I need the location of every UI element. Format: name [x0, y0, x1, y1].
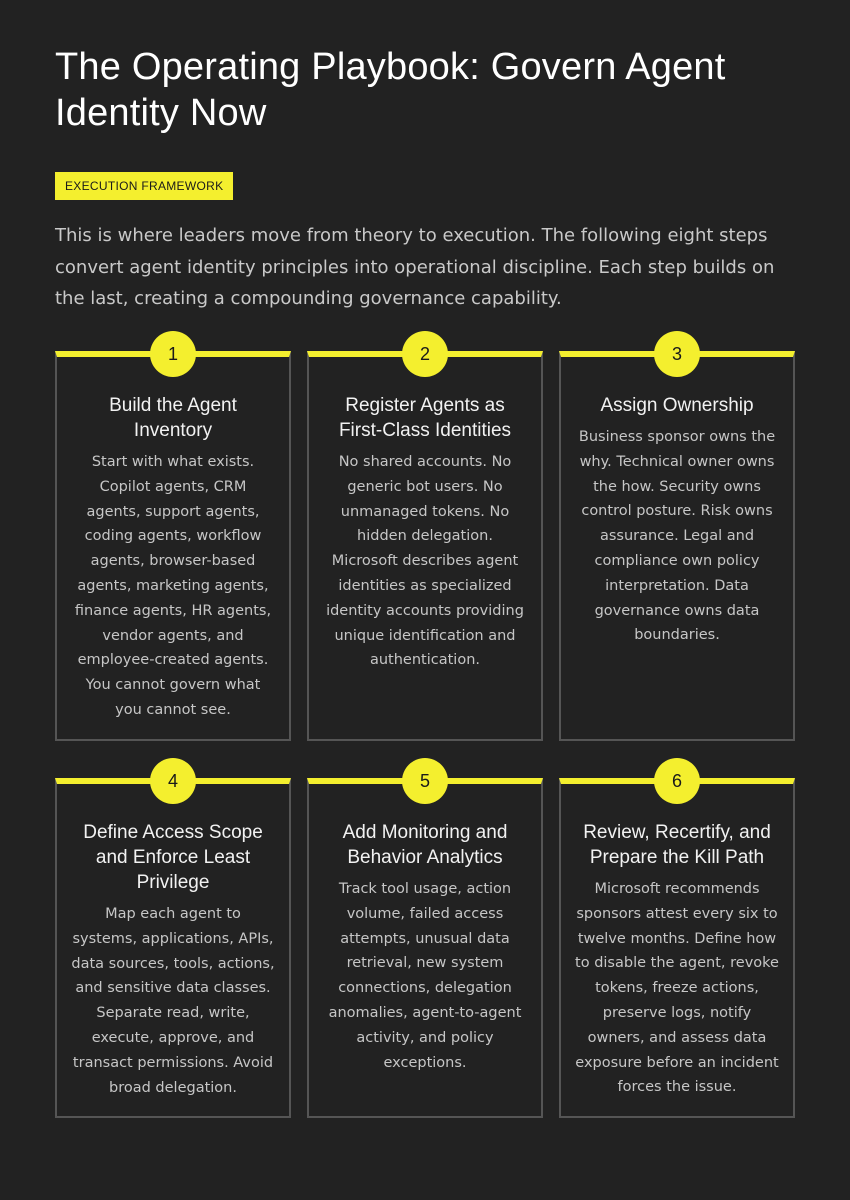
step-card-2	[307, 344, 543, 741]
step-title: Register Agents as First-Class Identities	[338, 395, 512, 441]
step-title: Review, Recertify, and Prepare the Kill Path	[583, 822, 771, 868]
step-description: No shared accounts. No generic bot users. No unmanaged tokens. No hidden delegation. Microsoft describes agent identities as specialized identity accounts providing unique identification and authentication.	[326, 454, 524, 669]
step-card-1	[55, 344, 291, 741]
step-description: Start with what exists. Copilot agents, CRM agents, support agents, coding agents, workflow agents, browser-based agents, marketing agents, finance agents, HR agents, vendor agents, and employee-created agents. You cannot govern what you cannot see.	[74, 454, 272, 718]
step-card-6	[559, 771, 795, 1118]
section-tag: EXECUTION FRAMEWORK	[55, 172, 233, 200]
intro-paragraph: This is where leaders move from theory to execution. The following eight steps convert agent identity principles into operational discipline. Each step builds on the last, creating a compounding governance capability.	[55, 225, 775, 309]
step-number-badge: 5	[402, 758, 448, 804]
step-title: Assign Ownership	[600, 395, 754, 416]
step-card-3	[559, 344, 795, 741]
step-number-badge: 2	[402, 331, 448, 377]
step-number-badge: 4	[150, 758, 196, 804]
step-description: Track tool usage, action volume, failed access attempts, unusual data retrieval, new system connections, delegation anomalies, agent-to-agent activity, and policy exceptions.	[328, 881, 522, 1071]
step-card-4	[55, 771, 291, 1118]
step-description: Map each agent to systems, applications, APIs, data sources, tools, actions, and sensitive data classes. Separate read, write, execute, approve, and transact permissions. Avoid broad delegation.	[71, 906, 275, 1096]
step-title: Define Access Scope and Enforce Least Privilege	[83, 822, 263, 893]
step-description: Business sponsor owns the why. Technical owner owns the how. Security owns control posture. Risk owns assurance. Legal and compliance own policy interpretation. Data governance owns data boundaries.	[578, 429, 776, 644]
step-title: Add Monitoring and Behavior Analytics	[342, 822, 508, 868]
step-number-badge: 3	[654, 331, 700, 377]
step-card-5	[307, 771, 543, 1118]
step-number-badge: 1	[150, 331, 196, 377]
step-description: Microsoft recommends sponsors attest every six to twelve months. Define how to disable the agent, revoke tokens, freeze actions, preserve logs, notify owners, and assess data exposure before an incident forces the issue.	[575, 881, 779, 1096]
step-number-badge: 6	[654, 758, 700, 804]
step-title: Build the Agent Inventory	[109, 395, 237, 441]
page-title: The Operating Playbook: Govern Agent Identity Now	[55, 46, 726, 134]
